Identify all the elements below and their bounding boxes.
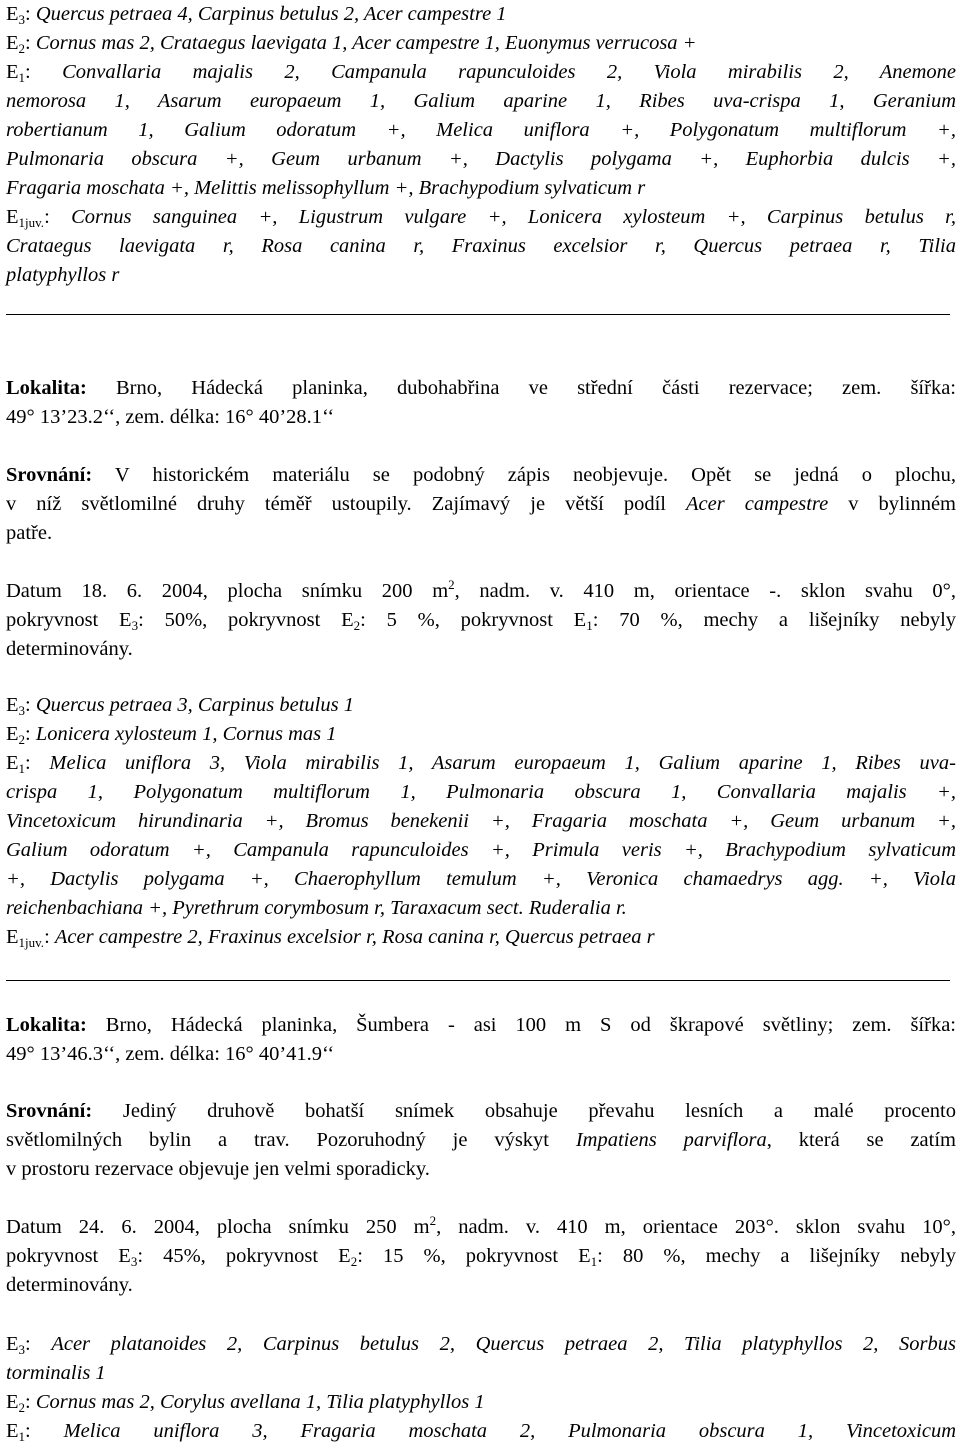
coordinates-line: 49° 13’23.2‘‘, zem. délka: 16° 40’28.1‘‘	[6, 406, 335, 428]
date-info-3: Datum 24. 6. 2004, plocha snímku 250 $m^2$, nadm. v. 410 m, orientace 203°. sklon svahu 10°, pokryvnost $E_3$: 45%, pokryvnost $E_2$: 15 %, pokryvnost $E_1$: 80 %, mechy a lišejníky nebyly determinovány.	[6, 1213, 957, 1296]
layer-e1-line: Galium odoratum +, Campanula rapunculoides +, Primula veris +, Brachypodium sylvaticum	[6, 839, 956, 861]
layer-e1juv-line: Crataegus laevigata r, Rosa canina r, Fraxinus excelsior r, Quercus petraea r, Tilia	[6, 235, 956, 257]
locality-label: Lokalita:	[6, 1014, 87, 1036]
comparison-label: Srovnání:	[6, 1100, 93, 1122]
comparison-2	[6, 461, 956, 548]
layer-e1juv-line: $E_{1juv.}$: Acer campestre 2, Fraxinus excelsior r, Rosa canina r, Quercus petraea r	[6, 926, 655, 950]
layer-e3-species: Quercus petraea 4, Carpinus betulus 2, Acer campestre 1	[35, 3, 507, 25]
layer-e1-line: nemorosa 1, Asarum europaeum 1, Galium aparine 1, Ribes uva-crispa 1, Geranium	[6, 90, 956, 112]
layer-e1-line: $E_1$: Melica uniflora 3, Viola mirabilis 1, Asarum europaeum 1, Galium aparine 1, Ribes uva-	[6, 752, 956, 776]
releve-1-species	[6, 0, 956, 290]
layer-e1-line: crispa 1, Polygonatum multiflorum 1, Pulmonaria obscura 1, Convallaria majalis +,	[6, 781, 956, 803]
layer-e1-line: Fragaria moschata +, Melittis melissophyllum +, Brachypodium sylvaticum r	[6, 177, 646, 199]
layer-e1-line: Pulmonaria obscura +, Geum urbanum +, Dactylis polygama +, Euphorbia dulcis +,	[6, 148, 956, 170]
comparison-line: v prostoru rezervace objevuje jen velmi sporadicky.	[6, 1158, 430, 1180]
layer-e2-line: $E_2$: Cornus mas 2, Corylus avellana 1, Tilia platyphyllos 1	[6, 1391, 485, 1415]
date-line: Datum 18. 6. 2004, plocha snímku 200 $m^2$, nadm. v. 410 m, orientace -. sklon svahu 0°,	[6, 577, 956, 602]
layer-e1-line: robertianum 1, Galium odoratum +, Melica uniflora +, Polygonatum multiflorum +,	[6, 119, 956, 141]
cover-line: pokryvnost $E_3$: 45%, pokryvnost $E_2$: 15 %, pokryvnost $E_1$: 80 %, mechy a lišejníky nebyly	[6, 1245, 957, 1269]
layer-e3-line: $E_3$: Quercus petraea 3, Carpinus betulus 1	[6, 694, 354, 718]
date-info-2: Datum 18. 6. 2004, plocha snímku 200 $m^2$, nadm. v. 410 m, orientace -. sklon svahu 0°, pokryvnost $E_3$: 50%, pokryvnost $E_2$: 5 %, pokryvnost $E_1$: 70 %, mechy a lišejníky nebyly determinovány.	[6, 577, 957, 660]
layer-e1-line: $E_1$: Melica uniflora 3, Fragaria moschata 2, Pulmonaria obscura 1, Vincetoxicum	[6, 1420, 956, 1444]
locality-label: Lokalita:	[6, 377, 87, 399]
section-divider	[6, 314, 950, 315]
comparison-line: Srovnání: V historickém materiálu se podobný zápis neobjevuje. Opět se jedná o plochu,	[6, 464, 956, 486]
locality-3	[6, 1011, 956, 1069]
layer-e1-line: +, Dactylis polygama +, Chaerophyllum temulum +, Veronica chamaedrys agg. +, Viola	[6, 868, 956, 890]
section-divider	[6, 980, 950, 981]
date-line: Datum 24. 6. 2004, plocha snímku 250 $m^2$, nadm. v. 410 m, orientace 203°. sklon svahu 10°,	[6, 1213, 956, 1238]
comparison-line: Srovnání: Jediný druhově bohatší snímek obsahuje převahu lesních a malé procento	[6, 1100, 956, 1122]
locality-line: Lokalita: Brno, Hádecká planinka, dubohabřina ve střední části rezervace; zem. šířka:	[6, 377, 956, 399]
locality-2	[6, 374, 956, 432]
layer-e2-species: Cornus mas 2, Crataegus laevigata 1, Acer campestre 1, Euonymus verrucosa +	[35, 32, 697, 54]
layer-e1-line: reichenbachiana +, Pyrethrum corymbosum r, Taraxacum sect. Ruderalia r.	[6, 897, 627, 919]
layer-e1juv-line: platyphyllos r	[6, 264, 120, 286]
comparison-line: patře.	[6, 522, 53, 544]
coordinates-line: 49° 13’46.3‘‘, zem. délka: 16° 40’41.9‘‘	[6, 1043, 335, 1065]
layer-e3-line: $E_3$: Acer platanoides 2, Carpinus betulus 2, Quercus petraea 2, Tilia platyphyllos 2, Sorbus	[6, 1333, 956, 1357]
releve-3-species	[6, 1330, 956, 1446]
cover-line: pokryvnost $E_3$: 50%, pokryvnost $E_2$: 5 %, pokryvnost $E_1$: 70 %, mechy a lišejníky nebyly	[6, 609, 957, 633]
layer-e3-line: $E_3$: Quercus petraea 4, Carpinus betulus 2, Acer campestre 1	[6, 3, 507, 27]
layer-e2-line: $E_2$: Cornus mas 2, Crataegus laevigata 1, Acer campestre 1, Euonymus verrucosa +	[6, 32, 697, 56]
layer-e2-line: $E_2$: Lonicera xylosteum 1, Cornus mas 1	[6, 723, 337, 747]
comparison-label: Srovnání:	[6, 464, 93, 486]
comparison-line: v níž světlomilné druhy téměř ustoupily. Zajímavý je větší podíl Acer campestre v bylinném	[6, 493, 956, 515]
layer-e1-line: Vincetoxicum hirundinaria +, Bromus benekenii +, Fragaria moschata +, Geum urbanum +,	[6, 810, 956, 832]
locality-line: Lokalita: Brno, Hádecká planinka, Šumbera - asi 100 m S od škrapové světliny; zem. šířka:	[6, 1014, 956, 1036]
comparison-line: světlomilných bylin a trav. Pozoruhodný je výskyt Impatiens parviflora, která se zatím	[6, 1129, 956, 1151]
layer-e1juv-line: $E_{1juv.}$: Cornus sanguinea +, Ligustrum vulgare +, Lonicera xylosteum +, Carpinus betulus r,	[6, 206, 956, 230]
layer-e1-line: $E_1$: Convallaria majalis 2, Campanula rapunculoides 2, Viola mirabilis 2, Anemone	[6, 61, 956, 85]
releve-2-species	[6, 691, 956, 952]
layer-e3-line: torminalis 1	[6, 1362, 106, 1384]
comparison-3	[6, 1097, 956, 1184]
